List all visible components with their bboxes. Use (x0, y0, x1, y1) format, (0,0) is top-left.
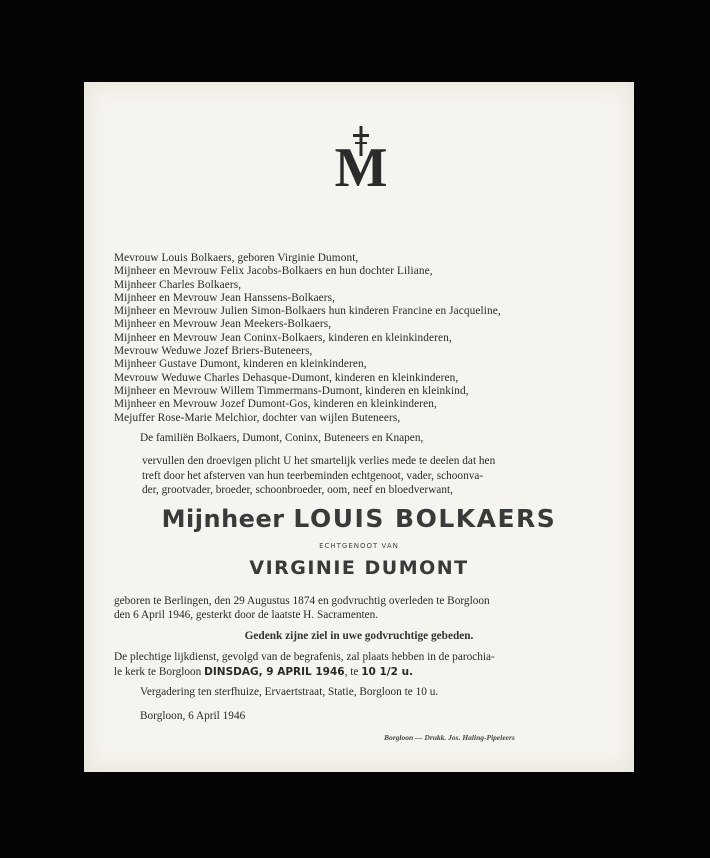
mourner-line: Mevrouw Louis Bolkaers, geboren Virginie Dumont, (114, 252, 359, 264)
birth-death-details (114, 594, 490, 622)
mourner-line: Mijnheer en Mevrouw Jean Hanssens-Bolkaers, (114, 291, 336, 304)
death-notice-card (84, 82, 634, 772)
deceased-prefix: Mijnheer (161, 505, 285, 533)
service-line (114, 665, 495, 680)
mourner-line: Mijnheer en Mevrouw Willem Timmermans-Dumont, kinderen en kleinkind, (114, 384, 469, 397)
spouse-label: ECHTGENOOT VAN (319, 542, 399, 550)
mourner-line: Mijnheer Gustave Dumont, kinderen en kleinkinderen, (114, 358, 367, 371)
mourner-line: Mijnheer en Mevrouw Jean Meekers-Bolkaers, (114, 318, 332, 331)
birth-line: den 6 April 1946, gesterkt door de laatste H. Sacramenten. (114, 609, 379, 621)
funeral-service-details (114, 650, 495, 679)
announcement-line: der, grootvader, broeder, schoonbroeder, oom, neef en bloedverwant, (142, 484, 453, 496)
mourners-list (114, 252, 624, 425)
announcement-line: vervullen den droevigen plicht U het smartelijk verlies mede te deelen dat hen (142, 455, 496, 467)
service-time-prefix: , te (344, 665, 362, 678)
mourner-line: Mijnheer en Mevrouw Jean Coninx-Bolkaers, kinderen en kleinkinderen, (114, 331, 452, 344)
prayer-line: Gedenk zijne ziel in uwe godvruchtige gebeden. (244, 630, 474, 642)
spouse-name: VIRGINIE DUMONT (249, 557, 469, 579)
mourner-line: Mejuffer Rose-Marie Melchior, dochter van wijlen Buteneers, (114, 411, 401, 424)
mourner-line: Mevrouw Weduwe Charles Dehasque-Dumont, kinderen en kleinkinderen, (114, 371, 459, 384)
monogram (331, 126, 391, 199)
mourner-line: Mevrouw Weduwe Jozef Briers-Buteneers, (114, 345, 313, 358)
announcement-line: treft door het afsterven van hun teerbeminden echtgenoot, vader, schoonva- (142, 469, 484, 482)
birth-line: geboren te Berlingen, den 29 Augustus 1874 en godvruchtig overleden te Borgloon (114, 595, 490, 607)
families-line: De familiën Bolkaers, Dumont, Coninx, Buteneers en Knapen, (140, 432, 424, 444)
announcement-text (142, 454, 612, 498)
mourner-line: Mijnheer en Mevrouw Jozef Dumont-Gos, kinderen en kleinkinderen, (114, 398, 437, 411)
service-line: De plechtige lijkdienst, gevolgd van de begrafenis, zal plaats hebben in de parochia- (114, 651, 495, 663)
service-church: le kerk te Borgloon (114, 665, 205, 678)
deceased-name (84, 504, 634, 533)
mourner-line: Mijnheer en Mevrouw Felix Jacobs-Bolkaers en hun dochter Liliane, (114, 265, 433, 278)
service-time: 10 1/2 u. (361, 665, 414, 678)
gathering-line: Vergadering ten sterfhuize, Ervaertstraat, Statie, Borgloon te 10 u. (140, 686, 439, 698)
deceased-full-name: LOUIS BOLKAERS (293, 504, 557, 533)
printer-credit: Borgloon — Drukk. Jos. Haling-Pipeleers (384, 733, 515, 742)
place-date: Borgloon, 6 April 1946 (140, 710, 246, 722)
mourner-line: Mijnheer en Mevrouw Julien Simon-Bolkaers hun kinderen Francine en Jacqueline, (114, 305, 501, 318)
service-date: DINSDAG, 9 APRIL 1946 (204, 665, 345, 678)
mourner-line: Mijnheer Charles Bolkaers, (114, 278, 242, 291)
monogram-letter: M (334, 137, 388, 199)
